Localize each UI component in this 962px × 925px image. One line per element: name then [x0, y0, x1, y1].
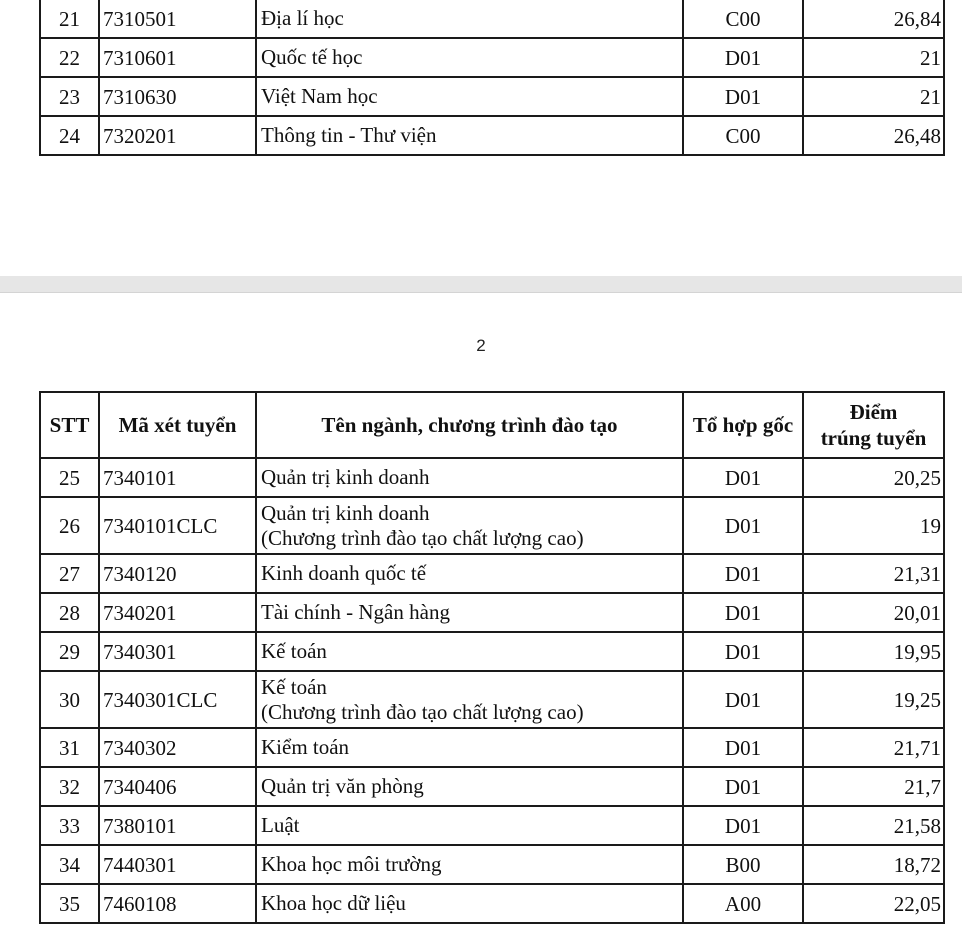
header-program-name: Tên ngành, chương trình đào tạo — [256, 392, 683, 458]
header-cutoff-score — [803, 392, 944, 458]
program-name-cell: Thông tin - Thư viện — [256, 116, 683, 155]
program-name-cell: Việt Nam học — [256, 77, 683, 116]
header-cutoff-score-line1: Điểm — [849, 400, 898, 424]
cutoff-score-cell: 20,01 — [803, 593, 944, 632]
program-code-cell: 7310630 — [99, 77, 256, 116]
stt-cell: 32 — [40, 767, 99, 806]
program-code-cell: 7310601 — [99, 38, 256, 77]
cutoff-score-cell: 21,7 — [803, 767, 944, 806]
cutoff-score-cell: 22,05 — [803, 884, 944, 923]
header-stt: STT — [40, 392, 99, 458]
subject-combo-cell: D01 — [683, 806, 803, 845]
subject-combo-cell: A00 — [683, 884, 803, 923]
subject-combo-cell: C00 — [683, 0, 803, 38]
table-row — [40, 497, 944, 554]
cutoff-score-cell: 26,48 — [803, 116, 944, 155]
table-row — [40, 116, 944, 155]
stt-cell: 33 — [40, 806, 99, 845]
table-row — [40, 767, 944, 806]
cutoff-score-cell: 21 — [803, 77, 944, 116]
table-row — [40, 884, 944, 923]
program-name-cell: Quản trị kinh doanh — [256, 458, 683, 497]
table-header-row — [40, 392, 944, 458]
program-name-cell: Kiểm toán — [256, 728, 683, 767]
program-name-cell: Địa lí học — [256, 0, 683, 38]
program-code-cell: 7340101CLC — [99, 497, 256, 554]
subject-combo-cell: D01 — [683, 497, 803, 554]
admission-table-page-2 — [39, 391, 945, 924]
subject-combo-cell: D01 — [683, 458, 803, 497]
table-row — [40, 728, 944, 767]
stt-cell: 31 — [40, 728, 99, 767]
program-code-cell: 7340301CLC — [99, 671, 256, 728]
stt-cell: 28 — [40, 593, 99, 632]
program-code-cell: 7440301 — [99, 845, 256, 884]
subject-combo-cell: D01 — [683, 632, 803, 671]
header-subject-combo: Tổ hợp gốc — [683, 392, 803, 458]
program-name-cell: Khoa học môi trường — [256, 845, 683, 884]
cutoff-score-cell: 21,71 — [803, 728, 944, 767]
program-code-cell: 7340301 — [99, 632, 256, 671]
stt-cell: 24 — [40, 116, 99, 155]
table-row — [40, 0, 944, 38]
program-name-cell — [256, 671, 683, 728]
page-separator — [0, 276, 962, 293]
subject-combo-cell: D01 — [683, 593, 803, 632]
cutoff-score-cell: 20,25 — [803, 458, 944, 497]
program-code-cell: 7340201 — [99, 593, 256, 632]
table-row — [40, 458, 944, 497]
stt-cell: 35 — [40, 884, 99, 923]
table-row — [40, 806, 944, 845]
subject-combo-cell: D01 — [683, 77, 803, 116]
program-code-cell: 7380101 — [99, 806, 256, 845]
table-row — [40, 593, 944, 632]
table-row — [40, 554, 944, 593]
program-name-cell — [256, 497, 683, 554]
program-name-line: Kế toán — [261, 674, 327, 699]
stt-cell: 29 — [40, 632, 99, 671]
cutoff-score-cell: 21,31 — [803, 554, 944, 593]
cutoff-score-cell: 21 — [803, 38, 944, 77]
stt-cell: 25 — [40, 458, 99, 497]
subject-combo-cell: C00 — [683, 116, 803, 155]
stt-cell: 23 — [40, 77, 99, 116]
admission-table-page-1 — [39, 0, 945, 156]
subject-combo-cell: D01 — [683, 767, 803, 806]
cutoff-score-cell: 18,72 — [803, 845, 944, 884]
program-name-cell: Kế toán — [256, 632, 683, 671]
program-code-cell: 7340302 — [99, 728, 256, 767]
program-code-cell: 7340406 — [99, 767, 256, 806]
subject-combo-cell: D01 — [683, 671, 803, 728]
table-row — [40, 632, 944, 671]
program-name-subline: (Chương trình đào tạo chất lượng cao) — [261, 699, 584, 724]
cutoff-score-cell: 19 — [803, 497, 944, 554]
program-name-subline: (Chương trình đào tạo chất lượng cao) — [261, 525, 584, 550]
program-name-line: Quản trị kinh doanh — [261, 500, 430, 525]
stt-cell: 26 — [40, 497, 99, 554]
cutoff-score-cell: 19,95 — [803, 632, 944, 671]
stt-cell: 30 — [40, 671, 99, 728]
cutoff-score-cell: 21,58 — [803, 806, 944, 845]
program-code-cell: 7310501 — [99, 0, 256, 38]
program-name-cell: Kinh doanh quốc tế — [256, 554, 683, 593]
subject-combo-cell: D01 — [683, 554, 803, 593]
program-name-cell: Tài chính - Ngân hàng — [256, 593, 683, 632]
program-name-cell: Khoa học dữ liệu — [256, 884, 683, 923]
table-row — [40, 77, 944, 116]
program-name-cell: Quốc tế học — [256, 38, 683, 77]
stt-cell: 21 — [40, 0, 99, 38]
program-name-cell: Luật — [256, 806, 683, 845]
program-name-cell: Quản trị văn phòng — [256, 767, 683, 806]
program-code-cell: 7340101 — [99, 458, 256, 497]
subject-combo-cell: D01 — [683, 728, 803, 767]
table-row — [40, 671, 944, 728]
program-code-cell: 7460108 — [99, 884, 256, 923]
stt-cell: 34 — [40, 845, 99, 884]
header-code: Mã xét tuyển — [99, 392, 256, 458]
program-code-cell: 7320201 — [99, 116, 256, 155]
subject-combo-cell: D01 — [683, 38, 803, 77]
stt-cell: 22 — [40, 38, 99, 77]
page-number: 2 — [476, 336, 486, 355]
cutoff-score-cell: 19,25 — [803, 671, 944, 728]
cutoff-score-cell: 26,84 — [803, 0, 944, 38]
table-row — [40, 845, 944, 884]
stt-cell: 27 — [40, 554, 99, 593]
header-cutoff-score-line2: trúng tuyển — [820, 426, 927, 450]
table-row — [40, 38, 944, 77]
program-code-cell: 7340120 — [99, 554, 256, 593]
subject-combo-cell: B00 — [683, 845, 803, 884]
